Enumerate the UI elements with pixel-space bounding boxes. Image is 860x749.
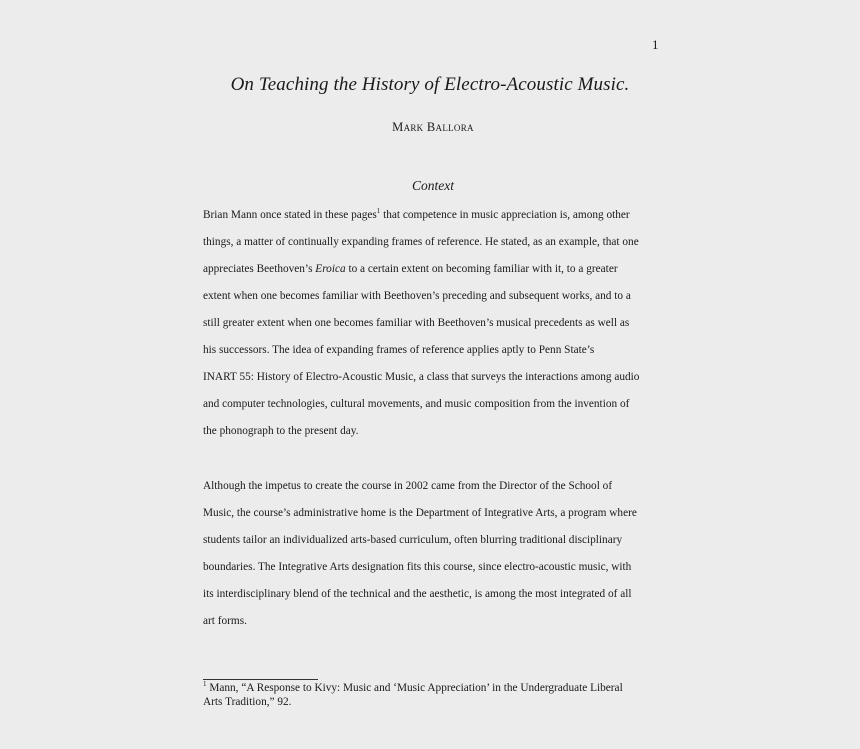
text-line: art forms.	[203, 615, 247, 627]
text-span: that competence in music appreciation is, among other	[380, 209, 630, 221]
text-line: Arts Tradition,” 92.	[203, 695, 292, 708]
text-line: still greater extent when one becomes familiar with Beethoven’s musical precedents as well as	[203, 317, 630, 329]
text-line	[203, 202, 663, 229]
footnote	[203, 682, 663, 709]
text-span: appreciates Beethoven’s	[203, 263, 316, 275]
text-line: INART 55: History of Electro-Acoustic Music, a class that surveys the interactions among audio	[203, 371, 640, 383]
paragraph-context-1	[203, 202, 663, 445]
text-line: his successors. The idea of expanding frames of reference applies aptly to Penn State’s	[203, 344, 595, 356]
text-line: the phonograph to the present day.	[203, 425, 359, 437]
page-number: 1	[652, 37, 659, 52]
text-span: Brian Mann once stated in these pages	[203, 209, 377, 221]
text-line: and computer technologies, cultural movements, and music composition from the invention of	[203, 398, 630, 410]
footnote-divider	[203, 679, 318, 680]
section-heading: Context	[412, 178, 454, 193]
text-span: to a certain extent on becoming familiar with it, to a greater	[345, 263, 618, 275]
text-line: Although the impetus to create the course in 2002 came from the Director of the School of	[203, 480, 613, 492]
text-line: things, a matter of continually expanding frames of reference. He stated, as an example, that one	[203, 236, 639, 248]
text-line: Music, the course’s administrative home is the Department of Integrative Arts, a program where	[203, 507, 637, 519]
emphasized-title: Eroica	[315, 263, 346, 275]
paragraph-context-2	[203, 473, 663, 635]
author-name: Mark Ballora	[392, 120, 474, 134]
text-line	[203, 682, 663, 696]
footnote-marker: 1	[203, 680, 207, 689]
text-line: extent when one becomes familiar with Beethoven’s preceding and subsequent works, and to a	[203, 290, 631, 302]
text-line: students tailor an individualized arts-based curriculum, often blurring traditional disciplinary	[203, 534, 623, 546]
paper-title: On Teaching the History of Electro-Acoustic Music.	[230, 74, 630, 95]
text-line: boundaries. The Integrative Arts designation fits this course, since electro-acoustic music, with	[203, 561, 632, 573]
text-line	[203, 256, 663, 283]
text-line: its interdisciplinary blend of the technical and the aesthetic, is among the most integrated of all	[203, 588, 632, 600]
footnote-reference: 1	[376, 207, 381, 216]
text-span: Mann, “A Response to Kivy: Music and ‘Music Appreciation’ in the Undergraduate Liberal	[206, 682, 623, 694]
